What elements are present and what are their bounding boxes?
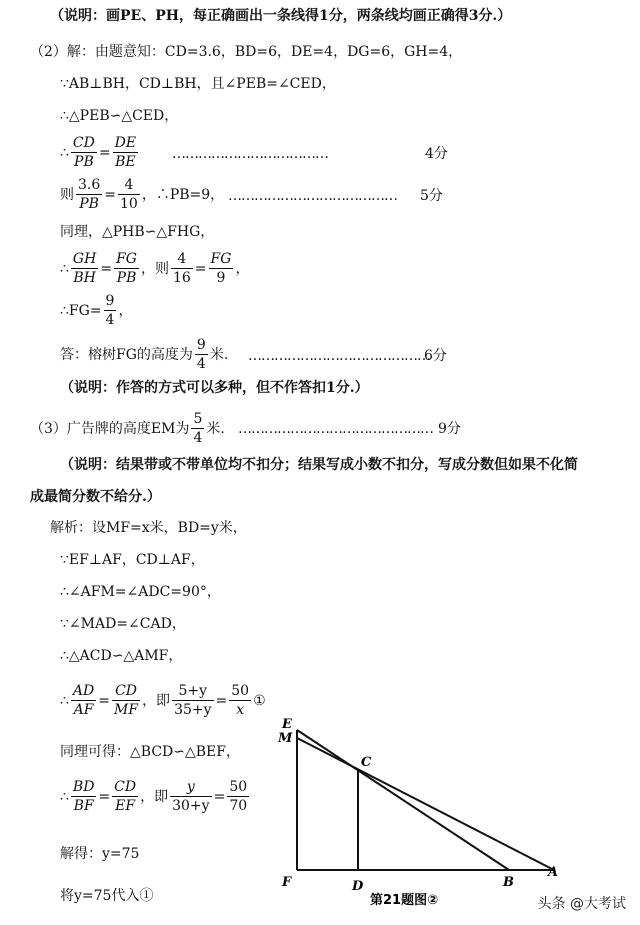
ratio-line-5: ∴ $\frac{BD}{BF}$ = $\frac{CD}{EF}$ ，即 $\frac{y}{30+y}$ = $\frac{50}{70}$ [60, 779, 248, 814]
part2-heading: （2）解：由题意知：CD=3.6，BD=6，DE=4，DG=6，GH=4， [30, 44, 463, 60]
angles-line: ∴∠AFM=∠ADC=90°， [60, 584, 221, 600]
note-1: （说明：画PE、PH，每正确画出一条线得1分，两条线均画正确得3分.） [50, 8, 512, 24]
figure-caption: 第21题图② [370, 893, 439, 908]
score-4: 4分 [425, 146, 448, 162]
dots-5: ………………………………… [228, 188, 397, 204]
label-E: E [282, 717, 292, 732]
analysis-line: 解析：设MF=x米，BD=y米， [50, 520, 247, 536]
note-3b: 成最简分数不给分.） [30, 489, 161, 505]
part2-perp: ∵AB⊥BH，CD⊥BH，且∠PEB=∠CED， [60, 76, 336, 92]
watermark: 头条 @大考试 [537, 896, 626, 912]
same-2-line: 同理可得：△BCD∽△BEF， [60, 744, 240, 760]
ratio-line-2: 则 $\frac{3.6}{PB}$ = $\frac{4}{10}$ ，∴PB=9， [60, 177, 225, 212]
part2-answer: 答：榕树FG的高度为 $\frac{9}{4}$ 米. [60, 337, 229, 372]
label-D: D [352, 879, 364, 894]
similar-2-line: ∴△ACD∽△AMF， [60, 648, 183, 664]
dots-6: …………………………………… [248, 348, 430, 364]
dots-4: ……………………………… [172, 146, 328, 162]
label-M: M [278, 731, 293, 746]
score-6: 6分 [424, 348, 447, 364]
therefore-symbol: ∴ [60, 144, 69, 161]
common-angle-line: ∵∠MAD=∠CAD， [60, 616, 186, 632]
label-A: A [548, 865, 559, 880]
dots-9: ……………………………………… [238, 421, 433, 437]
fg-result: ∴FG= $\frac{9}{4}$ ， [60, 293, 133, 328]
label-B: B [503, 875, 514, 890]
ratio-line-1: ∴ $\frac{CD}{PB}$ = $\frac{DE}{BE}$ [60, 135, 137, 170]
segment-MA [297, 738, 554, 870]
label-F: F [282, 875, 292, 890]
substitute-line: 将y=75代入① [60, 888, 154, 904]
note-2: （说明：作答的方式可以多种，但不作答扣1分.） [60, 380, 369, 396]
part2-similar-1: ∴△PEB∽△CED， [60, 108, 179, 124]
perp-line-2: ∵EF⊥AF，CD⊥AF， [60, 552, 205, 568]
note-3a: （说明：结果带或不带单位均不扣分；结果写成小数不扣分，写成分数但如果不化简 [60, 457, 578, 473]
part2-same: 同理，△PHB∽△FHG， [60, 224, 215, 240]
segment-EB [297, 730, 509, 870]
ratio-line-3: ∴ $\frac{GH}{BH}$ = $\frac{FG}{PB}$ ，则 $\frac{4}{16}$ = $\frac{FG}{9}$ ， [60, 251, 250, 286]
score-9: 9分 [438, 421, 461, 437]
geometry-figure [270, 708, 570, 908]
ratio-line-4: ∴ $\frac{AD}{AF}$ = $\frac{CD}{MF}$ ，即 $\frac{5+y}{35+y}$ = $\frac{50}{x}$ ① [60, 683, 266, 718]
label-C: C [361, 755, 372, 770]
score-5: 5分 [420, 188, 443, 204]
solve-line: 解得：y=75 [60, 846, 140, 862]
part3-heading: （3）广告牌的高度EM为 $\frac{5}{4}$ 米. [30, 411, 225, 446]
